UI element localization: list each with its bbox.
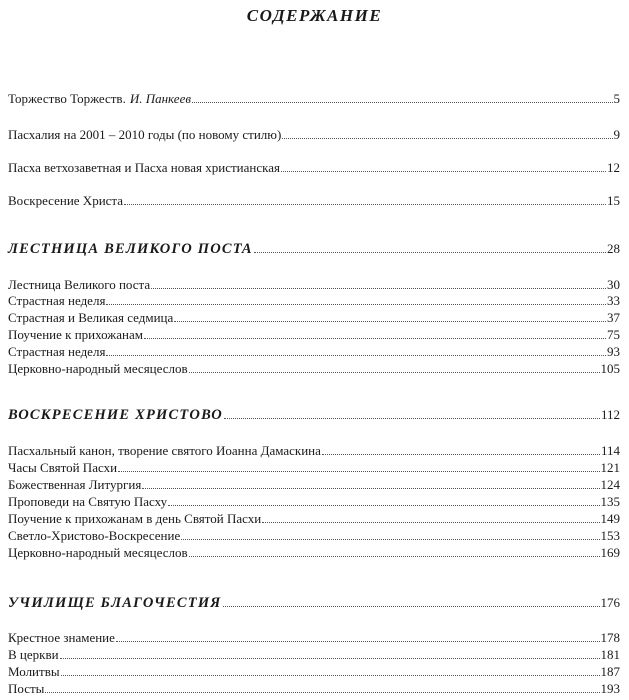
toc-entry[interactable] (8, 511, 620, 526)
entry-title: Страстная и Великая седмица (8, 310, 174, 325)
entry-title: Страстная неделя (8, 344, 106, 359)
toc-entry[interactable] (8, 664, 620, 679)
entry-title: В церкви (8, 647, 59, 662)
leader-dots (60, 648, 600, 659)
entry-page: 12 (607, 160, 620, 175)
entry-page: 37 (607, 310, 620, 325)
leader-dots (189, 362, 600, 373)
section-page: 28 (607, 241, 620, 256)
section-title: УЧИЛИЩЕ БЛАГОЧЕСТИЯ (8, 595, 222, 611)
toc-entry[interactable] (8, 344, 620, 359)
entry-title: Пасха ветхозаветная и Пасха новая христианская (8, 160, 280, 175)
toc-entry[interactable] (8, 528, 620, 543)
section-page: 112 (600, 407, 620, 422)
entry-author: И. Панкеев (129, 91, 191, 106)
leader-dots (168, 495, 599, 506)
leader-dots (142, 478, 599, 489)
entry-page: 33 (607, 293, 620, 308)
leader-dots (174, 311, 606, 322)
entry-title: Поучение к прихожанам в день Святой Пасхи (8, 511, 262, 526)
entry-page: 9 (613, 127, 620, 142)
leader-dots (181, 529, 599, 540)
entry-title: Молитвы (8, 664, 60, 679)
section-page: 176 (600, 595, 620, 610)
entry-title: Посты (8, 681, 45, 696)
toc-entry[interactable] (8, 310, 620, 325)
toc-entry[interactable] (8, 327, 620, 342)
toc-entry[interactable] (8, 193, 620, 208)
entry-title: Страстная неделя (8, 293, 106, 308)
entry-page: 153 (600, 528, 620, 543)
page-title: СОДЕРЖАНИЕ (246, 6, 383, 25)
entry-title: Поучение к прихожанам (8, 327, 144, 342)
leader-dots (118, 461, 599, 472)
entry-title: Лестница Великого поста (8, 277, 151, 292)
entry-title: Светло-Христово-Воскресение (8, 528, 181, 543)
section-title: ВОСКРЕСЕНИЕ ХРИСТОВО (8, 407, 223, 423)
toc-section-heading[interactable] (8, 241, 620, 257)
toc-entry[interactable] (8, 494, 620, 509)
leader-dots (144, 328, 606, 339)
entry-title: Церковно-народный месяцеслов (8, 361, 188, 376)
leader-dots (45, 682, 599, 693)
entry-title: Божественная Литургия (8, 477, 142, 492)
leader-dots (61, 665, 600, 676)
leader-dots (189, 546, 600, 557)
leader-dots (281, 161, 606, 172)
entry-title: Проповеди на Святую Пасху (8, 494, 168, 509)
entry-page: 15 (607, 193, 620, 208)
entry-title: Воскресение Христа (8, 193, 124, 208)
entry-page: 178 (600, 630, 620, 645)
leader-dots (223, 596, 600, 607)
leader-dots (262, 512, 599, 523)
leader-dots (224, 408, 600, 419)
toc-section-heading[interactable] (8, 407, 620, 423)
entry-page: 114 (600, 443, 620, 458)
toc-section-heading[interactable] (8, 595, 620, 611)
leader-dots (116, 631, 600, 642)
section-title: ЛЕСТНИЦА ВЕЛИКОГО ПОСТА (8, 241, 253, 257)
entry-title: Часы Святой Пасхи (8, 460, 118, 475)
toc-entry[interactable] (8, 647, 620, 662)
entry-page: 75 (607, 327, 620, 342)
leader-dots (106, 345, 606, 356)
entry-page: 93 (607, 344, 620, 359)
entry-title: Крестное знамение (8, 630, 115, 645)
toc-entry[interactable] (8, 443, 620, 458)
toc-entry[interactable] (8, 361, 620, 376)
toc-entry[interactable] (8, 630, 620, 645)
toc-entry[interactable] (8, 293, 620, 308)
toc-entry[interactable] (8, 477, 620, 492)
leader-dots (322, 444, 600, 455)
toc-entry[interactable] (8, 160, 620, 175)
entry-page: 149 (600, 511, 620, 526)
leader-dots (106, 294, 606, 305)
toc-entry[interactable] (8, 545, 620, 560)
entry-title: Пасхальный канон, творение святого Иоанна Дамаскина (8, 443, 321, 458)
toc-entry[interactable] (8, 460, 620, 475)
toc-entry[interactable] (8, 91, 620, 106)
leader-dots (254, 242, 606, 253)
entry-page: 181 (600, 647, 620, 662)
leader-dots (124, 194, 606, 205)
entry-page: 5 (613, 91, 620, 106)
toc-entry[interactable] (8, 681, 620, 696)
entry-page: 169 (600, 545, 620, 560)
toc-entry[interactable] (8, 127, 620, 142)
entry-page: 105 (600, 361, 620, 376)
toc-entry[interactable] (8, 277, 620, 292)
entry-page: 121 (600, 460, 620, 475)
leader-dots (192, 92, 613, 103)
entry-page: 124 (600, 477, 620, 492)
entry-title: Церковно-народный месяцеслов (8, 545, 188, 560)
entry-page: 30 (607, 277, 620, 292)
leader-dots (151, 278, 606, 289)
entry-page: 193 (600, 681, 620, 696)
entry-page: 187 (600, 664, 620, 679)
entry-title: Торжество Торжеств. (8, 91, 126, 106)
entry-page: 135 (600, 494, 620, 509)
leader-dots (282, 128, 612, 139)
entry-title: Пасхалия на 2001 – 2010 годы (по новому стилю) (8, 127, 282, 142)
